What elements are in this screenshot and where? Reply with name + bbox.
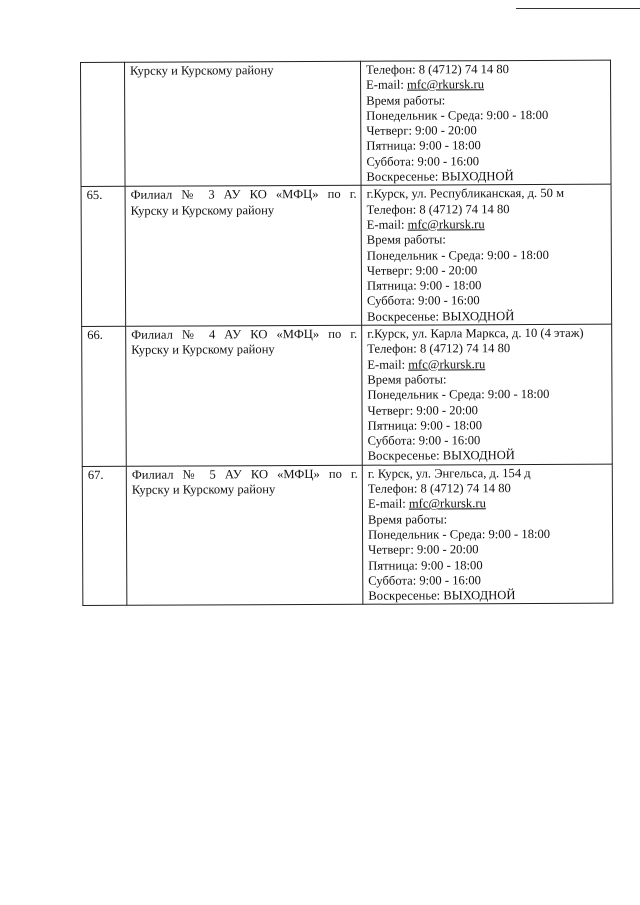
address-text: г.Курск, ул. Карла Маркса, д. 10 (4 этаж) — [367, 325, 584, 341]
hours-line: Понедельник - Среда: 9:00 - 18:00 — [366, 107, 549, 123]
email-label: E-mail: — [367, 357, 409, 372]
branch-contact-cell — [360, 60, 611, 185]
branch-name-line-2: Курску и Курскому району — [131, 342, 275, 358]
hours-line: Суббота: 9:00 - 16:00 — [368, 573, 481, 588]
branch-name-cell — [125, 61, 362, 186]
table-row — [81, 185, 612, 327]
hours-line: Четверг: 9:00 - 20:00 — [366, 263, 478, 278]
hours-line: Понедельник - Среда: 9:00 - 18:00 — [368, 526, 551, 542]
hours-title: Время работы: — [366, 93, 446, 108]
table-row — [82, 464, 613, 606]
row-number — [81, 62, 126, 187]
table-row — [81, 60, 612, 187]
hours-line: Четверг: 9:00 - 20:00 — [366, 123, 477, 138]
branch-name-line-2: Курску и Курскому району — [130, 202, 275, 218]
hours-title: Время работы: — [366, 232, 446, 248]
hours-line: Пятница: 9:00 - 18:00 — [367, 418, 483, 433]
hours-line: Воскресенье: ВЫХОДНОЙ — [367, 448, 515, 464]
row-number: 67. — [82, 466, 127, 606]
phone-text: Телефон: 8 (4712) 74 14 80 — [366, 62, 509, 77]
hours-line: Четверг: 9:00 - 20:00 — [367, 402, 478, 418]
branch-table — [80, 60, 613, 607]
email-label: E-mail: — [367, 496, 409, 512]
address-text: г. Курск, ул. Энгельса, д. 154 д — [367, 465, 531, 481]
hours-title: Время работы: — [367, 512, 448, 527]
hours-line: Воскресенье: ВЫХОДНОЙ — [366, 169, 514, 184]
email-line — [368, 496, 608, 512]
branch-name-cell — [126, 325, 363, 466]
row-number: 65. — [81, 187, 126, 327]
hours-line: Пятница: 9:00 - 18:00 — [366, 278, 482, 293]
document-page — [80, 60, 612, 607]
phone-text: Телефон: 8 (4712) 74 14 80 — [366, 201, 510, 217]
branch-name-line-1: Филиал № 4 АУ КО «МФЦ» по г. — [131, 326, 358, 342]
hours-line: Суббота: 9:00 - 16:00 — [367, 293, 480, 309]
email-line — [367, 217, 607, 233]
hours-line: Воскресенье: ВЫХОДНОЙ — [367, 308, 515, 324]
address-text: г.Курск, ул. Республиканская, д. 50 м — [366, 186, 565, 202]
branch-contact-cell — [362, 464, 613, 605]
email-label: E-mail: — [366, 77, 408, 93]
phone-text: Телефон: 8 (4712) 74 14 80 — [367, 341, 511, 357]
hours-line: Суббота: 9:00 - 16:00 — [366, 154, 480, 169]
header-rule — [516, 8, 640, 9]
hours-line: Пятница: 9:00 - 18:00 — [368, 557, 483, 573]
branch-name-cell — [125, 186, 362, 327]
email-link[interactable]: mfc@rkursk.ru — [407, 217, 485, 232]
email-label: E-mail: — [366, 217, 408, 232]
branch-contact-cell — [361, 185, 612, 326]
branch-contact-cell — [362, 324, 613, 465]
email-link[interactable]: mfc@rkursk.ru — [408, 356, 486, 372]
hours-line: Воскресенье: ВЫХОДНОЙ — [368, 588, 516, 603]
hours-line: Суббота: 9:00 - 16:00 — [367, 433, 481, 448]
branch-name-line-2: Курску и Курскому району — [130, 63, 274, 78]
branch-name-line-2: Курску и Курскому району — [131, 482, 276, 497]
phone-text: Телефон: 8 (4712) 74 14 80 — [367, 481, 511, 496]
hours-line: Понедельник - Среда: 9:00 - 18:00 — [366, 247, 549, 263]
hours-title: Время работы: — [367, 372, 447, 387]
email-line — [367, 356, 607, 372]
hours-line: Пятница: 9:00 - 18:00 — [366, 138, 481, 154]
email-link[interactable]: mfc@rkursk.ru — [406, 77, 485, 92]
branch-name-line-1: Филиал № 5 АУ КО «МФЦ» по г. — [131, 466, 358, 482]
hours-line: Четверг: 9:00 - 20:00 — [368, 542, 479, 557]
email-link[interactable]: mfc@rkursk.ru — [408, 496, 486, 511]
branch-name-cell — [126, 465, 363, 606]
email-line — [366, 77, 606, 93]
hours-line: Понедельник - Среда: 9:00 - 18:00 — [367, 387, 550, 402]
table-row — [82, 324, 613, 466]
row-number: 66. — [82, 326, 127, 466]
branch-name-line-1: Филиал № 3 АУ КО «МФЦ» по г. — [130, 187, 357, 203]
